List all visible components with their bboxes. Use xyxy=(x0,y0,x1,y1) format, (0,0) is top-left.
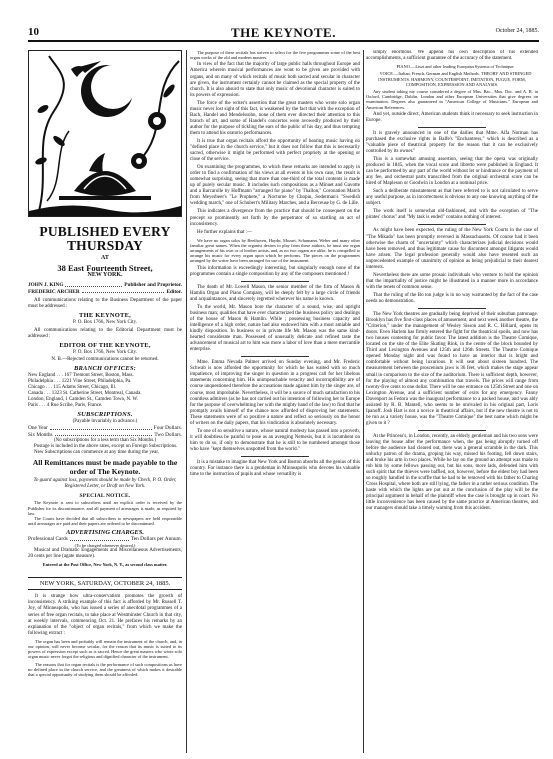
special-notice-p2: The Courts have decided that all subscribers to newspapers are held responsible until arrearages are paid and their papers are ordered to be discontinued. xyxy=(28,515,182,527)
advertising-title: ADVERTISING CHARGES. xyxy=(65,529,145,537)
advertising-row-2: Musical and Dramatic Engagements and Miscellaneous Advertisements, 20 cents per line (agate measure). xyxy=(28,548,182,560)
header-date: October 24, 1885. xyxy=(495,28,539,34)
branch-row: Philadelphia . . . 1221 Vine Street, Philadelphia, Pa. xyxy=(28,379,132,385)
article-paragraph: It is a mistake to imagine that New York and Boston absorbs all the genius of this country. For instance there is a gentleman in Minneapolis who devotes his valuable time to the instruction of pupils and whose versatility is xyxy=(190,460,360,478)
at-label: AT xyxy=(101,255,109,261)
article-paragraph: The force of the writer's assertion that the great masters who wrote solo organ music never lost sight of this fact, is weakened by the fact that with the exception of Bach, Handel and Mendelssohn, none of them ever directed their attention to this branch of art, and some of Handel's concertos were avowedly produced by their author for the purpose of tickling the ears of the public of his day, and thus tempting them to attend his oratorio performances. xyxy=(190,100,360,136)
office-city: NEW YORK. xyxy=(87,272,123,279)
article-paragraph: The death of Mr. Lowell Mason, the senior member of the firm of Mason & Hamlin Organ and Piano Company, will be deeply felt by a large circle of friends and acquaintances, and sincerely regretted wherever his name is known. xyxy=(190,284,360,302)
special-notice-p1: The Keynote is sent to subscribers until an explicit order is received by the Publisher for its discontinuance, and all payment of arrearages is made, as required by law. xyxy=(28,500,182,516)
published-line: PUBLISHED EVERY THURSDAY xyxy=(39,224,171,253)
article-paragraph: simply enormous. We append his own description of his extended accomplishments, a sufficient guarantee of the accuracy of the statement. xyxy=(366,50,538,62)
article-paragraph: He further explains that :— xyxy=(197,229,252,235)
section-divider xyxy=(418,308,487,309)
column-1 xyxy=(28,50,182,755)
branch-title: BRANCH OFFICES: xyxy=(73,365,137,373)
branch-list xyxy=(28,373,182,409)
subscription-row: One Year Four Dollars. xyxy=(28,425,182,432)
editorial-note: All communications relating to the Editorial Department must be addressed : xyxy=(28,328,182,340)
remittance-guard: To guard against loss, payments should be made by Check, P. O. Order, Registered Letter, or Draft on New York. xyxy=(33,478,177,490)
article-paragraph: To one of so sensitive a nature, whose natural modesty has passed into a proverb, it will doubtless be painful to pose as an avenging Nemesis, but it is incumbent on him to do so, if only to demonstrate that he is still to be numbered amongst those who have "kept themselves unspotted from the world." xyxy=(190,428,360,452)
article-quote: We have no organ solos by Beethoven, Haydn, Mozart, Schumann, Weber and many other familiar great names. When the organist desires to play from these authors, he must use organ arrangements of his own or of brother artists, and, as no two organs are alike, he is compelled to arrange his music for every organ upon which he performs. The pieces on the programmes arranged by the writer have been arranged for use of the instrument. xyxy=(190,237,360,264)
article-quote: The organ has been and probably will remain the instrument of the church, and, in our opinion, will never become secular, for the reason that its music is suited to its powers of expression except such as is sacred. Hence the great masters who wrote solo organ music never forgot the religious and dignified character of the instrument. xyxy=(28,638,182,660)
article-paragraph: The work itself is somewhat old-fashioned, and with the exception of "The pirates' chorus" and "My task is ended" contains nothing of interest. xyxy=(366,209,538,221)
branch-row: Paris . . . 4 Rue Scribe, Paris, France. xyxy=(28,403,103,409)
subscription-row: Six Months Two Dollars. xyxy=(28,431,182,438)
article-paragraph: This information is exceedingly interesting, but singularly enough none of the programmes contain a single composition by any of the composers mentioned ! xyxy=(190,265,360,277)
dateline: NEW YORK, SATURDAY, OCTOBER 24, 1885. xyxy=(28,577,182,590)
business-addr-2: P. O. Box 1766, New York City. xyxy=(73,320,137,326)
section-divider xyxy=(418,430,487,431)
section-divider xyxy=(241,456,309,457)
rejected-note: N. B.—Rejected communications cannot be returned. xyxy=(51,357,159,363)
staff-row: JOHN J. KING Publisher and Proprietor. xyxy=(28,282,182,289)
page-header xyxy=(28,26,539,42)
article-paragraph: This indicates a divergence from the practice that should be consequent on the precept so prominently set forth by the perpetrator of so startling an act of inconsistency. xyxy=(190,209,360,227)
column-2 xyxy=(190,50,360,755)
business-note: All communications relating to the Business Department of the paper must be addressed : xyxy=(28,298,182,310)
branch-row: Canada . . . 1323 St. Catherine Street, Montreal, Canada. xyxy=(28,391,142,397)
entered-note: Entered at the Post Office, New York, N. Y., as second class matter. xyxy=(42,562,168,568)
article-paragraph: It is strange how ultra-conservatism promotes the growth of inconsistency. A striking example of this fact is afforded by Mr. Russell T. Joy, of Minneapolis, who has issued a series of anecdotal programmes of a series of free organ recitals, to take place at Westminster Church in that city, at weekly intervals, commencing Oct. 21. He prefaces his remarks by an explanation of the "object of organ recitals," from which we make the following extract : xyxy=(28,594,182,636)
article-quote: Any student taking my course considered a degree of Mus. Bac., Mus. Doc. and A. R. in Oxford, Cambridge, Dublin, London and other European Universities that give degrees on examination. Degrees also guaranteed in "American College of Musicians." European and American References. xyxy=(366,88,538,110)
article-paragraph: Nevertheless there are some prosaic individuals who venture to hold the opinion that the impartiality of justice might be illustrated in a manner more in accordance with the tenets of common sense. xyxy=(366,272,538,290)
postage-note: Postage is included in the above rates, except on Foreign Subscriptions. xyxy=(34,444,178,450)
newspaper-title: THE KEYNOTE. xyxy=(231,25,336,40)
branch-row: London, England, 1 Camden St., Camden Town, N. W. xyxy=(28,397,138,403)
article-quote: The purpose of these recitals has striven to select for the five programmes some of the best organ works of the old and modern masters. xyxy=(190,50,360,61)
new-subscriptions-note: New Subscriptions can commence at any time during the year. xyxy=(34,450,159,456)
section-divider xyxy=(418,127,487,128)
article-paragraph: It is gravely announced in one of the dailies that Mme. Alfa Norman has purchased the exclusive rights in Balfe's "Enchantress," which is described as a "valuable piece of theatrical property for the reason that it can be exclusively controlled by its owner." xyxy=(366,130,538,154)
column-rule xyxy=(186,50,187,753)
special-notice-title: SPECIAL NOTICE. xyxy=(79,493,131,500)
column-3 xyxy=(366,50,538,755)
article-paragraph: And yet, outside direct, American students think it necessary to seek instruction in Europe. xyxy=(366,111,538,123)
subscriptions-note: (Payable invariably in advance.) xyxy=(72,419,138,425)
article-paragraph: This is a somewhat amusing assertion, seeing that the opera was originally produced in 1845, when the vocal score and libretto were published in England. It can be performed by any part of the world without let or hindrance or the payment of any fee, and orchestral parts transcribed from the original orchestral score can be hired of Mapleson or Goodwin in London at a nominal price. xyxy=(366,157,538,187)
masthead-illustration xyxy=(28,50,182,217)
subscriptions-title: SUBSCRIPTIONS. xyxy=(77,411,133,419)
article-quote: PIANO.—Liszt and other leading European Systems of Technique. xyxy=(396,64,515,70)
article-paragraph: As might have been expected, the ruling of the New York Courts in the case of "The Mikado" has been promptly reversed in Massachusetts. Of course had it been otherwise the charm of "uncertainty" which characterizes judicial decisions would have been removed, and thus legitimate cause for discontent amongst litigants would have arisen. The legal profession generally would also have resented such an unprecedented example of unanimity of opinion as being prejudicial to their dearest interests. xyxy=(366,228,538,270)
office-address: 38 East Fourteenth Street, xyxy=(57,263,153,274)
business-addr-1: THE KEYNOTE, xyxy=(79,312,131,320)
article-paragraph: The New York theatres are gradually being deprived of their suburban patronage. Brooklyn has five first-class places of amusement, and next week another theatre, the "Criterion," under the management of Wesley Sisson and R. C. Hilliard, opens its doors. Even Harlem has firmly entered the fight for the theatrical spoils, and now has two houses contesting for public favor. The latest addition is the Theatre Comique, located on the site of the Elite Skating Rink, in the centre of the block bounded by Third and Lexington Avenues and 125th and 126th Streets. The Theatre Comique opened Monday night and was found to have an interior that is bright and comfortable without being luxurious. It will seat about sixteen hundred. The measurement between the proscenium jaws is 36 feet, which makes the stage appear small in comparison to the size of the auditorium. There is sufficient depth, however, for the playing of almost any combination that travels. The prices will range from twenty-five cents to one dollar. There will be one entrance on 125th Street and one on Lexington Avenue, and a sufficient number of exits for any emergency. Fanny Davenport as Fedora was the inaugural performance to a packed house, and was ably assisted by R. B. Mantell, who seems to be unrivaled in his original part, Loris Ipanoff. Josh Hart is not a novice in theatrical affairs, but if the new theatre is not to be run as a variety house, was the "Theatre Comique" the best name which might be given to it ? xyxy=(366,312,538,426)
branch-row: New England . . . 167 Tremont Street, Boston, Mass. xyxy=(28,373,134,379)
article-paragraph: It is true that organ recitals afford the opportunity of hearing music having no "defined place in the church service," but it does not follow that this is necessarily sacred, otherwise it might be performed with perfect propriety at the opening or close of the service. xyxy=(190,138,360,163)
section-divider xyxy=(241,281,309,282)
article-paragraph: That the ruling of the Bo ton judge is in no way warranted by the fact of the case needs no demonstration. xyxy=(366,292,538,304)
subscription-minimum: (No subscriptions for a less term than Six Months.) xyxy=(53,438,157,444)
section-divider xyxy=(418,224,487,225)
article-paragraph: In view of the fact that the majority of large public halls throughout Europe and America wherein musical performances are wont to be given are provided with organs, and on many of which recitals of music both sacred and secular in character are given, the instrument certainly cannot be claimed as the special property of the church. It is also absurd to state that only music of devotional character is suited to its powers of expression. xyxy=(190,62,360,98)
remittance-notice: All Remittances must be made payable to the order of The Keynote. xyxy=(32,458,178,476)
advertising-row-note: (To be charged whenever desired.) xyxy=(74,542,136,548)
col1-article xyxy=(28,594,182,677)
page-number: 10 xyxy=(28,26,39,38)
advertising-row: Professional Cards Ten Dollars per Annum. xyxy=(28,536,182,543)
article-quote: The reasons that for organ recitals is the performance of such compositions as have no defined place in the church service, and the greatness of which makes it desirable that a special opportunity of studying them should be afforded. xyxy=(28,661,182,677)
column-rule xyxy=(363,50,364,753)
article-quote: VOICE.—Italian, French, German and English Methods. THEORY AND STRINGED INSTRUMENTS. HARMONY, COUNTERPOINT, IMITATION, FUGUE, FORM, COMPOSITION, EXPRESSION AND ANALYSIS. xyxy=(378,71,532,87)
editorial-addr-1: EDITOR OF THE KEYNOTE, xyxy=(59,342,151,350)
article-paragraph: Such a deliberate misstatement as that here referred to is not calculated to serve any useful purpose, as in incorrectness is obvious to any one knowing anything of the subject. xyxy=(366,189,538,207)
article-paragraph: To the world, Mr. Mason bore the character of a sound, wise, and upright business man; qualities that have ever characterized the business policy and dealings of the house of Mason & Hamlin. While ; possessing business capacity and intelligence of a high order, nature had also endowed him with a most amiable and kindly disposition. In business or in private life Mr. Mason was the same kind-hearted considerate man. Possessed of unusually delicate and refined taste the advancement of musical art to him was more a labor of love than a mere mercantile enterprise. xyxy=(190,304,360,353)
article-paragraph: At the Princess's, in London, recently, an elderly gentleman and his two sons were leaving the house after the performance when, the gas being abruptly turned off before the audience had cleared out, there was a general scramble in the dark. This unlucky patron of the drama, groping his way, missed his footing, fell down stairs, and broke his arm in two places. While he lay on the ground an attempt was made to rob him by some fellows passing out, but his sons, more lads, defended him with such spirit that the thieves were baffled, not, however, before the eldest boy had been so roughly handled in the scuffle that he had to be removed with his father to Charing Cross Hospital, where both are still lying, the father in a rather serious condition. The haste with which the lights are put out at the conclusion of the play will be the principal argument in behalf of the plaintiff when the case is brought up in court. No little inconvenience has been caused by the same practice at American theatres, and our managers should take a timely warning from this accident. xyxy=(366,433,538,512)
article-paragraph: Mme. Emma Nevada Palmer arrived on Sunday evening, and Mr. Frederic Schwab is now afforded the opportunity for which he has waited with so much impatience, of improving the singer in question in a progress call for her libelous statements concerning him. His unimpeachable veracity and incorruptibility are of course unquestioned therefore the accusations made against him by the singer are, of course, most improbable. Nevertheless, it will be a source of much satisfaction to his countless admirers (as he has not carried out his intention of following her to Europe for the purpose of overwhelming her with the mighty hand of the law) to find that he promptly avails himself of the chance now afforded of disproving her statements. These statements were of so positive a nature and reflect so seriously on the honor of writers on the daily papers, that his vindication is absolutely necessary. xyxy=(190,360,360,426)
staff-row: FREDERIC ARCHER Editor. xyxy=(28,288,182,295)
branch-row: Chicago . . . 115 Adams Street, Chicago, Ill. xyxy=(28,385,117,391)
section-divider xyxy=(241,356,309,357)
article-paragraph: On examining the programmes, to which these remarks are intended to apply in order to find a confirmation of his views at all events in his own case, the result is somewhat surprising, seeing that more than one-third of the total contents is made up of purely secular music. It includes such compositions as a Minuet and Gavotte and a Barcarolle by Hoffmann "arranged for piano" by Thallon," Coronation March from Meyerbeer's "Le Prophete," a Nocturne by Chopin, Soderman's "Swedish wedding march," one of Schubert's Military Marches, and a Berceuse by G. de Lille. xyxy=(190,165,360,207)
editorial-addr-2: P. O. Box 1766, New York City. xyxy=(73,350,137,356)
